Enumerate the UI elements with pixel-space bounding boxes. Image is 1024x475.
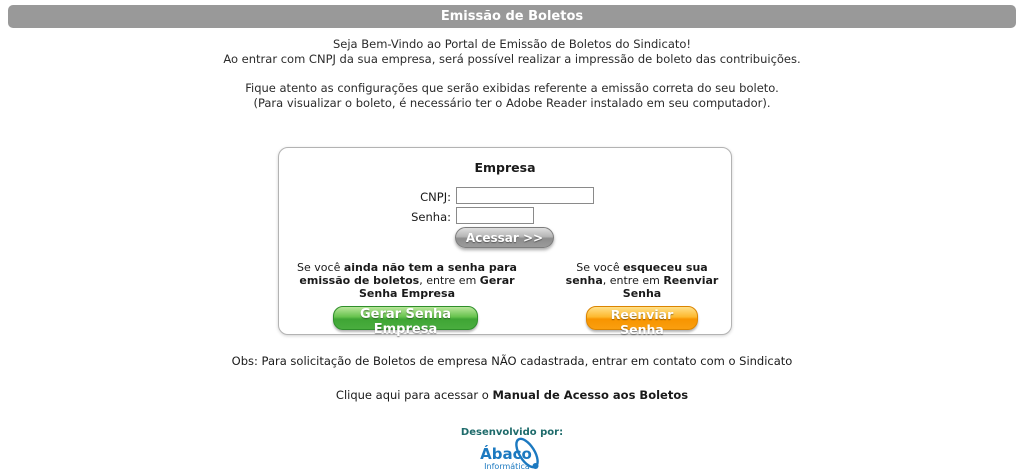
logo-name-text: Ábaco <box>480 445 532 463</box>
welcome-text <box>0 37 1024 66</box>
help-right-bold-2: Reenviar Senha <box>622 274 719 300</box>
manual-access-link[interactable] <box>0 388 1024 402</box>
resend-password-help-text <box>557 261 727 300</box>
notice-line-1: Fique atento as configurações que serão exibidas referente a emissão correta do seu boleto. <box>245 81 779 95</box>
cnpj-input[interactable] <box>456 187 594 204</box>
help-left-normal-1: Se você <box>297 261 344 274</box>
notice-text <box>0 81 1024 110</box>
developed-by-label: Desenvolvido por: <box>460 427 564 438</box>
abaco-informatica-logo[interactable] <box>469 437 555 475</box>
logo-orbit-dot <box>533 463 539 469</box>
help-left-normal-2: , entre em <box>419 274 480 287</box>
obs-note: Obs: Para solicitação de Boletos de empresa NÃO cadastrada, entrar em contato com o Sindicato <box>231 354 793 368</box>
login-panel <box>278 147 732 335</box>
page-header <box>8 5 1016 28</box>
help-right-normal-1: Se você <box>576 261 624 274</box>
generate-password-help-text <box>296 261 518 300</box>
welcome-line-1: Seja Bem-Vindo ao Portal de Emissão de Boletos do Sindicato! <box>332 37 692 51</box>
help-left-bold-2: Gerar Senha Empresa <box>358 274 515 300</box>
notice-line-2: (Para visualizar o boleto, é necessário ter o Adobe Reader instalado em seu computador). <box>253 95 771 110</box>
logo-subtitle-text: Informática <box>484 462 530 471</box>
manual-link-prefix: Clique aqui para acessar o <box>335 388 493 402</box>
welcome-line-2: Ao entrar com CNPJ da sua empresa, será possível realizar a impressão de boleto das contribuições. <box>223 51 801 66</box>
access-button[interactable]: Acessar >> <box>455 227 554 248</box>
senha-input[interactable] <box>456 207 534 224</box>
generate-password-button[interactable]: Gerar Senha Empresa <box>333 306 478 330</box>
help-left-bold-1: ainda não tem a senha para emissão de boletos <box>299 261 517 287</box>
cnpj-label: CNPJ: <box>420 190 451 204</box>
login-panel-title: Empresa <box>474 160 536 175</box>
senha-label: Senha: <box>411 210 451 224</box>
help-right-normal-2: , entre em <box>602 274 664 287</box>
resend-password-button[interactable]: Reenviar Senha <box>586 306 698 330</box>
page-title: Emissão de Boletos <box>440 9 584 24</box>
help-right-bold-1: esqueceu sua senha <box>565 261 708 287</box>
abaco-logo-icon <box>469 437 555 475</box>
manual-link-bold: Manual de Acesso aos Boletos <box>492 388 689 402</box>
